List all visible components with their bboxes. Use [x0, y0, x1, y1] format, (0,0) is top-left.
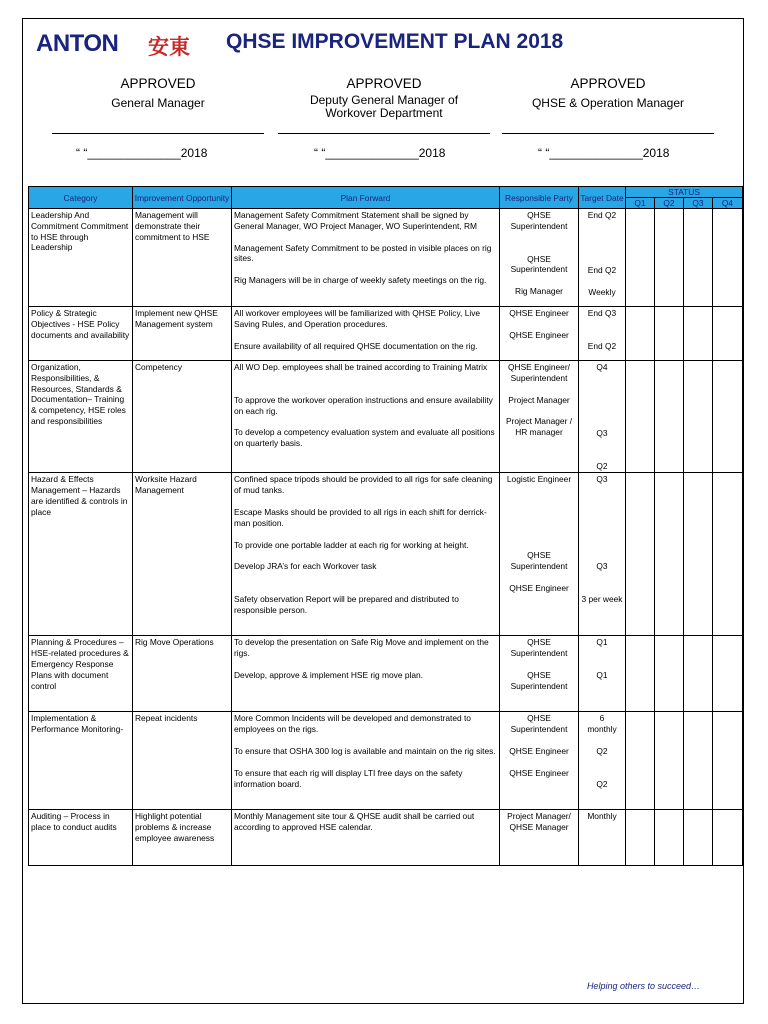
plan-item: To develop a competency evaluation system and evaluate all positions on quarterly basis. — [234, 427, 495, 449]
plan-item: To approve the workover operation instructions and ensure availability on each rig. — [234, 394, 493, 416]
approval-role-line2: Workover Department — [325, 106, 443, 120]
company-logo-cjk: 安東 — [148, 35, 190, 59]
header-status: STATUS — [626, 187, 743, 198]
cell-q3 — [684, 361, 713, 473]
company-logo: ANTON — [36, 30, 119, 57]
cell-category: Hazard & Effects Management – Hazards are identified & controls in place — [29, 473, 133, 636]
plan-item: Monthly Management site tour & QHSE audit shall be carried out according to approved HSE calendar. — [234, 811, 475, 833]
date-item: Q2 — [596, 778, 608, 789]
approval-role: QHSE & Operation Manager — [531, 96, 685, 110]
cell-opportunity: Competency — [133, 361, 232, 473]
cell-q3 — [684, 473, 713, 636]
date-item: Q3 — [596, 561, 608, 572]
cell-plan — [232, 307, 500, 361]
cell-q1 — [626, 307, 655, 361]
party-item: Project Manager/ QHSE Manager — [507, 811, 571, 833]
cell-q2 — [655, 361, 684, 473]
header-target-date: Target Date — [579, 187, 626, 209]
cell-q3 — [684, 636, 713, 712]
signature-line-3 — [502, 133, 714, 134]
party-item: QHSE Engineer — [509, 767, 569, 778]
table-row — [29, 636, 743, 712]
plan-item: Develop, approve & implement HSE rig move plan. — [234, 669, 423, 680]
party-item: Logistic Engineer — [506, 474, 572, 485]
cell-opportunity: Repeat incidents — [133, 712, 232, 810]
cell-party — [500, 473, 579, 636]
header-category: Category — [29, 187, 133, 209]
date-item: End Q3 — [587, 308, 617, 318]
approval-label: APPROVED — [346, 76, 422, 91]
cell-q4 — [713, 209, 743, 307]
cell-target-date — [579, 307, 626, 361]
header-opportunity: Improvement Opportunity — [133, 187, 232, 209]
plan-item: To provide one portable ladder at each rig for working at height. — [234, 539, 469, 550]
table-row — [29, 209, 743, 307]
cell-party — [500, 361, 579, 473]
plan-item: Management Safety Commitment Statement shall be signed by General Manager, WO Project Manager, WO Superintendent, RM — [234, 210, 477, 231]
cell-plan — [232, 361, 500, 473]
date-field-3: “ “______________2018 — [538, 146, 670, 160]
cell-plan — [232, 712, 500, 810]
cell-opportunity: Worksite Hazard Management — [133, 473, 232, 636]
party-item: QHSE Superintendent — [510, 210, 568, 231]
cell-q1 — [626, 712, 655, 810]
header-plan: Plan Forward — [232, 187, 500, 209]
approval-general-manager — [52, 76, 264, 110]
cell-target-date — [579, 712, 626, 810]
cell-q4 — [713, 636, 743, 712]
cell-q1 — [626, 473, 655, 636]
approval-label: APPROVED — [570, 76, 646, 91]
cell-category: Policy & Strategic Objectives - HSE Policy documents and availability — [29, 307, 133, 361]
cell-q1 — [626, 361, 655, 473]
party-item: QHSE Superintendent — [510, 550, 568, 571]
date-item: Q3 — [596, 474, 608, 485]
plan-item: Rig Managers will be in charge of weekly safety meetings on the rig. — [234, 275, 487, 286]
party-item: QHSE Engineer — [509, 329, 569, 340]
cell-q4 — [713, 307, 743, 361]
date-item: 3 per week — [581, 593, 623, 604]
improvement-plan-table — [28, 186, 743, 866]
cell-q1 — [626, 209, 655, 307]
cell-q4 — [713, 712, 743, 810]
header-q3: Q3 — [684, 198, 713, 209]
table-row — [29, 473, 743, 636]
plan-item: To ensure that each rig will display LTI free days on the safety information board. — [234, 767, 463, 789]
party-item: QHSE Superintendent — [510, 669, 568, 691]
date-item: Q4 — [596, 362, 608, 372]
plan-item: Develop JRA’s for each Workover task — [234, 561, 377, 572]
cell-q2 — [655, 209, 684, 307]
plan-item: All workover employees will be familiarized with QHSE Policy, Live Saving Rules, and Operation procedures. — [234, 308, 481, 329]
cell-q4 — [713, 361, 743, 473]
approval-qhse-manager — [502, 76, 714, 110]
party-item: QHSE Engineer — [509, 308, 569, 318]
plan-item: Ensure availability of all required QHSE documentation on the rig. — [234, 340, 478, 351]
approval-label: APPROVED — [120, 76, 196, 91]
plan-item: Confined space tripods should be provided to all rigs for safe cleaning of mud tanks. — [234, 474, 493, 496]
date-item: End Q2 — [587, 210, 617, 220]
cell-category: Organization, Responsibilities, & Resources, Standards & Documentation– Training & competency, HSE roles and responsibilities — [29, 361, 133, 473]
date-item: Q2 — [596, 460, 608, 471]
date-item: Q1 — [596, 670, 608, 681]
cell-plan — [232, 473, 500, 636]
cell-q2 — [655, 810, 684, 866]
date-item: Q3 — [596, 427, 608, 438]
table-row — [29, 361, 743, 473]
cell-opportunity: Implement new QHSE Management system — [133, 307, 232, 361]
plan-item: All WO Dep. employees shall be trained according to Training Matrix — [234, 362, 488, 372]
cell-q3 — [684, 810, 713, 866]
cell-opportunity: Highlight potential problems & increase employee awareness — [133, 810, 232, 866]
header-q1: Q1 — [626, 198, 655, 209]
cell-q1 — [626, 810, 655, 866]
cell-q4 — [713, 810, 743, 866]
plan-item: Management Safety Commitment to be posted in visible places on rig sites. — [234, 242, 492, 264]
date-item: End Q2 — [587, 264, 617, 275]
approval-role: General Manager — [111, 96, 205, 110]
cell-opportunity: Rig Move Operations — [133, 636, 232, 712]
cell-q3 — [684, 209, 713, 307]
party-item: QHSE Superintendent — [510, 637, 568, 659]
cell-category: Planning & Procedures – HSE-related procedures & Emergency Response Plans with document control — [29, 636, 133, 712]
header-party: Responsible Party — [500, 187, 579, 209]
date-field-2: “ “______________2018 — [314, 146, 446, 160]
plan-item: Escape Masks should be provided to all rigs in each shift for derrick-man position. — [234, 506, 487, 528]
cell-party — [500, 636, 579, 712]
cell-q3 — [684, 307, 713, 361]
cell-category: Auditing – Process in place to conduct audits — [29, 810, 133, 866]
cell-party — [500, 209, 579, 307]
signature-line-2 — [278, 133, 490, 134]
document-title: QHSE IMPROVEMENT PLAN 2018 — [226, 30, 564, 53]
cell-q2 — [655, 473, 684, 636]
cell-q4 — [713, 473, 743, 636]
cell-plan — [232, 810, 500, 866]
table-row — [29, 810, 743, 866]
date-item: End Q2 — [587, 340, 617, 351]
party-item: QHSE Superintendent — [510, 713, 568, 735]
party-item: QHSE Engineer — [509, 582, 569, 593]
cell-plan — [232, 636, 500, 712]
approval-role: Deputy General Manager of — [309, 93, 459, 107]
cell-q2 — [655, 636, 684, 712]
cell-target-date — [579, 361, 626, 473]
date-field-1: “ “______________2018 — [76, 146, 208, 160]
date-item: Weekly — [588, 286, 616, 297]
cell-q1 — [626, 636, 655, 712]
party-item: Project Manager / HR manager — [505, 416, 573, 438]
party-item: QHSE Engineer/ Superintendent — [508, 362, 570, 383]
footer-tagline: Helping others to succeed… — [586, 981, 700, 991]
cell-opportunity: Management will demonstrate their commitment to HSE — [133, 209, 232, 307]
cell-plan — [232, 209, 500, 307]
plan-item: To ensure that OSHA 300 log is available and maintain on the rig sites. — [234, 745, 496, 756]
plan-item: More Common Incidents will be developed and demonstrated to employees on the rigs. — [234, 713, 471, 735]
cell-q2 — [655, 712, 684, 810]
date-item: 6 monthly — [587, 713, 617, 735]
signature-line-1 — [52, 133, 264, 134]
date-item: Q2 — [596, 745, 608, 756]
table-row — [29, 712, 743, 810]
table-row — [29, 307, 743, 361]
plan-item: Safety observation Report will be prepared and distributed to responsible person. — [234, 594, 459, 615]
cell-category: Implementation & Performance Monitoring- — [29, 712, 133, 810]
date-item: Q1 — [596, 637, 608, 648]
cell-target-date — [579, 636, 626, 712]
plan-item: To develop the presentation on Safe Rig Move and implement on the rigs. — [234, 637, 489, 659]
cell-party — [500, 712, 579, 810]
cell-target-date — [579, 810, 626, 866]
party-item: QHSE Superintendent — [510, 253, 568, 275]
header-q4: Q4 — [713, 198, 743, 209]
cell-target-date — [579, 209, 626, 307]
cell-party — [500, 307, 579, 361]
party-item: QHSE Engineer — [509, 745, 569, 756]
cell-target-date — [579, 473, 626, 636]
cell-q3 — [684, 712, 713, 810]
approval-deputy-gm — [278, 76, 490, 120]
cell-category: Leadership And Commitment Commitment to HSE through Leadership — [29, 209, 133, 307]
date-item: Monthly — [587, 811, 617, 822]
cell-q2 — [655, 307, 684, 361]
cell-party — [500, 810, 579, 866]
party-item: Project Manager — [508, 394, 570, 405]
party-item: Rig Manager — [515, 286, 563, 297]
header-q2: Q2 — [655, 198, 684, 209]
